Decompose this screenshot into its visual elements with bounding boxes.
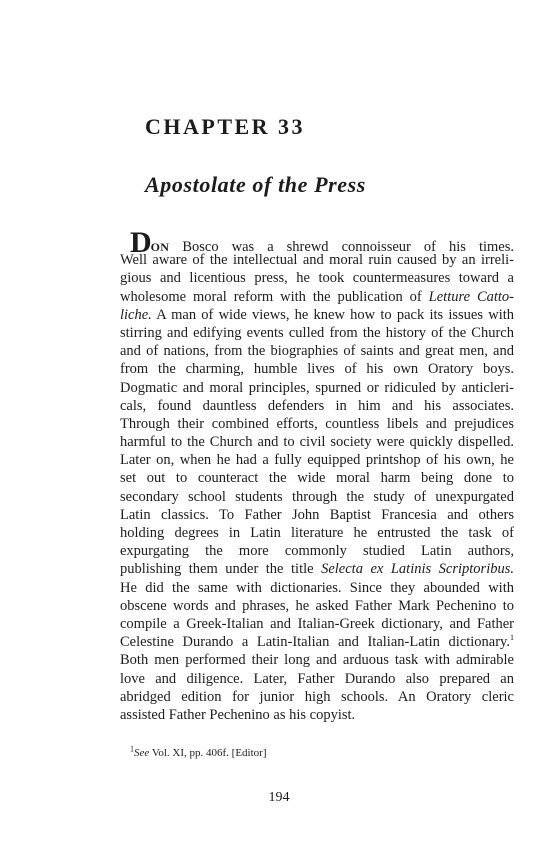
small-caps-text: ON	[150, 240, 170, 254]
text-line: obscene words and phrases, he asked Father Mark Pechenino to	[120, 597, 514, 614]
italic-title: Letture Catto-	[428, 288, 515, 305]
text-line	[120, 306, 514, 324]
text-line: set out to counteract the wide moral harm being done to	[120, 470, 514, 487]
text-line	[120, 288, 514, 306]
text-span: A man of wide views, he knew how to pack its issues with	[151, 306, 514, 323]
footnote-reference[interactable]: 1	[510, 633, 514, 643]
chapter-body	[120, 226, 515, 724]
footnote-text: Vol. XI, pp. 406f. [Editor]	[149, 747, 267, 759]
text-span: wholesome moral reform with the publication of	[120, 288, 429, 305]
italic-title: liche.	[120, 306, 152, 323]
text-line: stirring and edifying events culled from the history of the Church	[120, 324, 514, 341]
text-line: expurgating the more commonly studied Latin authors,	[120, 543, 514, 560]
text-line: Both men performed their long and arduous task with admirable	[120, 652, 514, 669]
text-line: Latin classics. To Father John Baptist Francesia and others	[120, 506, 514, 523]
text-line: assisted Father Pechenino as his copyist.	[120, 706, 356, 723]
text-line: Through their combined efforts, countless libels and prejudices	[120, 415, 514, 432]
chapter-title: Apostolate of the Press	[145, 172, 366, 197]
text-line: abridged edition for junior high schools. An Oratory cleric	[120, 688, 514, 705]
page-number: 194	[268, 790, 290, 805]
text-line: secondary school students through the study of unexpurgated	[120, 488, 514, 505]
text-line: gious and licentious press, he took countermeasures toward a	[120, 270, 514, 287]
text-line: and of nations, from the biographies of saints and great men, and	[120, 343, 514, 360]
text-span: Celestine Durando a Latin-Italian and Italian-Latin dictionary.	[120, 634, 510, 651]
text-span: Bosco was a shrewd connoisseur of his times.	[169, 239, 514, 255]
text-line	[120, 633, 514, 651]
italic-title: Selecta ex Latinis Scriptoribus.	[321, 561, 514, 578]
text-line: Later on, when he had a fully equipped printshop of his own, he	[120, 452, 514, 469]
text-line: from the charming, humble lives of his own Oratory boys.	[120, 361, 514, 378]
text-line: holding degrees in Latin literature he entrusted the task of	[120, 525, 514, 541]
text-line	[120, 560, 514, 578]
text-line: love and diligence. Later, Father Durando also prepared an	[120, 670, 514, 687]
text-line: compile a Greek-Italian and Italian-Greek dictionary, and Father	[120, 615, 514, 632]
text-line	[120, 226, 514, 259]
text-line: harmful to the Church and to civil society were quickly dispelled.	[120, 434, 514, 451]
text-line: He did the same with dictionaries. Since they abounded with	[120, 579, 514, 596]
chapter-label: CHAPTER 33	[145, 114, 306, 139]
text-line: cals, found dauntless defenders in him and his associates.	[120, 397, 514, 414]
footnote-marker: 1	[130, 744, 134, 754]
footnote	[130, 744, 267, 759]
footnote-see: See	[134, 747, 150, 759]
text-line: Well aware of the intellectual and moral ruin caused by an irreli-	[120, 252, 514, 269]
drop-cap: D	[130, 226, 151, 259]
text-span: publishing them under the title	[120, 561, 322, 578]
text-line: Dogmatic and moral principles, spurned or ridiculed by anticleri-	[120, 379, 514, 396]
